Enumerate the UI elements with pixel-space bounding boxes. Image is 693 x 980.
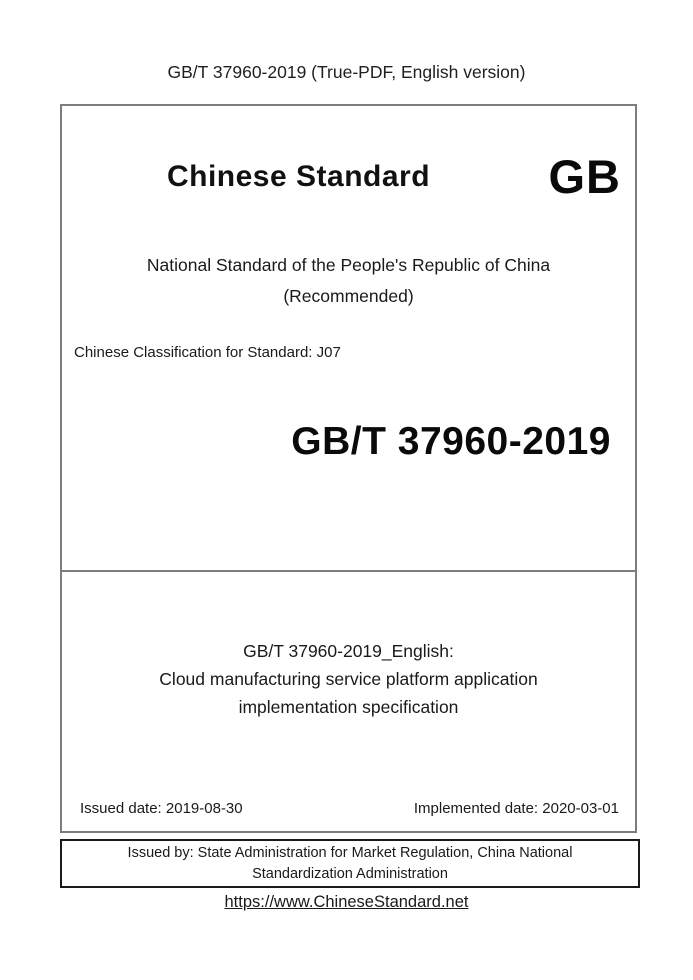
english-title-line2: Cloud manufacturing service platform application <box>159 669 538 689</box>
standard-cover-box <box>60 104 637 833</box>
national-standard-line: National Standard of the People's Republic of China <box>146 255 551 275</box>
issued-by-text: Issued by: State Administration for Market Regulation, China National Standardization Administration <box>127 844 573 882</box>
document-header-title: GB/T 37960-2019 (True-PDF, English version) <box>167 62 526 82</box>
english-title-line3: implementation specification <box>238 697 459 717</box>
gb-logo: GB <box>548 150 621 203</box>
implemented-date: Implemented date: 2020-03-01 <box>413 800 619 817</box>
standard-number: GB/T 37960-2019 <box>291 420 611 463</box>
website-link[interactable]: https://www.ChineseStandard.net <box>224 893 469 911</box>
brand-title: Chinese Standard <box>166 160 431 193</box>
section-divider <box>62 570 635 572</box>
issued-by-box <box>60 839 640 888</box>
document-footer <box>0 893 693 912</box>
english-title-line1: GB/T 37960-2019_English: <box>243 641 454 661</box>
recommended-line: (Recommended) <box>283 286 414 306</box>
classification-line: Chinese Classification for Standard: J07 <box>74 344 341 361</box>
brand-row <box>62 146 635 216</box>
issued-date: Issued date: 2019-08-30 <box>80 800 243 817</box>
english-title-block <box>92 637 605 721</box>
dates-row <box>80 800 619 817</box>
